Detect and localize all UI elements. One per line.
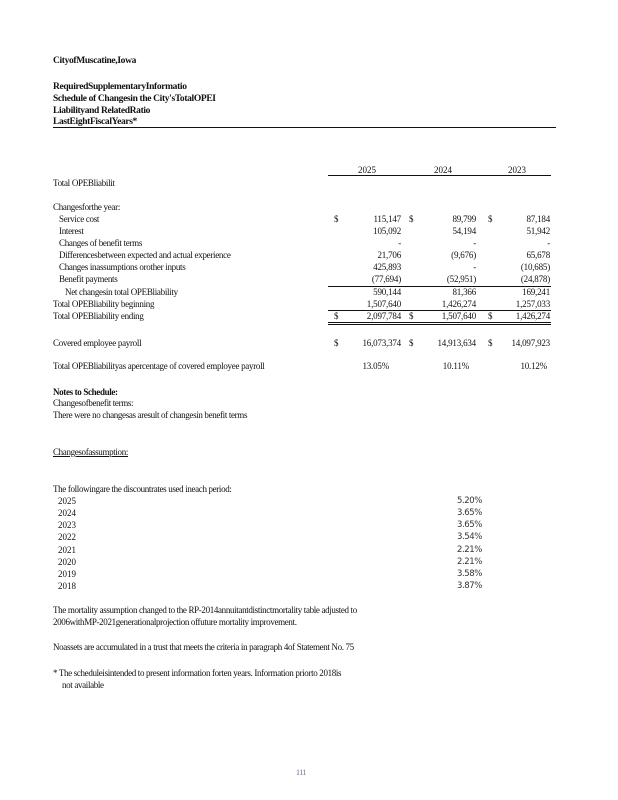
assumption-heading: Changesofassumption: [53, 447, 128, 457]
value-2025: 2,097,784 [366, 311, 401, 321]
currency-symbol: $ [409, 338, 414, 348]
double-total-rule [328, 322, 551, 325]
benefit-terms-heading: Changesofbenefit terms: [53, 398, 134, 408]
row-label: Covered employee payroll [53, 338, 142, 348]
value-2025: - [398, 238, 401, 248]
rate-value: 2.21% [456, 557, 482, 567]
value-2023: 51,942 [526, 226, 550, 236]
value-2024: 89,799 [452, 214, 476, 224]
row-label: Total OPEBliability ending [53, 311, 144, 321]
value-2024: 1,426,274 [441, 299, 476, 309]
value-2025: 105,092 [373, 226, 401, 236]
currency-symbol: $ [488, 338, 493, 348]
assets-text: Noassets are accumulated in a trust that meets the criteria in paragraph 4of Statement No. 75 [53, 642, 354, 652]
rate-value: 3.87% [456, 581, 482, 591]
value-2023: 1,426,274 [515, 311, 550, 321]
report-title-line4: LastEightFiscalYears* [53, 117, 137, 127]
rate-value: 2.21% [456, 545, 482, 555]
discount-rates-intro: The followingare the discountrates used ineach period: [53, 484, 232, 494]
row-label: Net changesin total OPEBliability [65, 287, 178, 297]
value-2024: - [473, 238, 476, 248]
rate-year: 2022 [58, 532, 76, 542]
value-2024: 54,194 [452, 226, 476, 236]
currency-symbol: $ [488, 214, 493, 224]
rate-value: 3.58% [456, 569, 482, 579]
section-title: Total OPEBliabilit [53, 178, 115, 188]
currency-symbol: $ [409, 214, 414, 224]
benefit-terms-text: There were no changesas aresult of changesin benefit terms [53, 410, 248, 420]
value-2023: 10.12% [520, 361, 547, 371]
currency-symbol: $ [409, 311, 414, 321]
mortality-text-line2: 2006withMP-2021generationalprojection offuture mortality improvement. [53, 617, 297, 627]
value-2025: 16,073,374 [362, 338, 401, 348]
currency-symbol: $ [334, 311, 339, 321]
value-2023: (24,878) [520, 274, 550, 284]
value-2024: - [473, 262, 476, 272]
footnote-line2: not available [62, 680, 104, 690]
value-2025: 21,706 [377, 250, 401, 260]
rate-year: 2018 [58, 581, 76, 591]
value-2025: 1,507,640 [366, 299, 401, 309]
value-2024: (52,951) [446, 274, 476, 284]
currency-symbol: $ [334, 214, 339, 224]
row-label: Total OPEBliability beginning [53, 299, 155, 309]
value-2025: 115,147 [373, 214, 401, 224]
value-2024: 1,507,640 [441, 311, 476, 321]
currency-symbol: $ [334, 338, 339, 348]
value-2023: 65,678 [526, 250, 550, 260]
value-2025: 590,144 [373, 287, 401, 297]
column-header-2023: 2023 [508, 165, 526, 175]
rate-value: 3.54% [456, 532, 482, 542]
row-label: Service cost [59, 214, 100, 224]
value-2023: - [547, 238, 550, 248]
value-2023: (10,685) [520, 262, 550, 272]
value-2023: 87,184 [526, 214, 550, 224]
rate-year: 2023 [58, 520, 76, 530]
notes-heading: Notes to Schedule: [53, 387, 118, 397]
row-label: Benefit payments [59, 274, 118, 284]
value-2024: 81,366 [452, 287, 476, 297]
value-2024: 14,913,634 [437, 338, 476, 348]
value-2024: 10.11% [442, 361, 469, 371]
report-title-line3: Liabilityand RelatedRatio [53, 106, 151, 116]
report-title-line1: RequiredSupplementaryInformatio [53, 82, 187, 92]
report-title-line2: Schedule of Changesin the City'sTotalOPEI [53, 94, 216, 104]
rate-value: 3.65% [456, 520, 482, 530]
rate-year: 2025 [58, 496, 76, 506]
mortality-text-line1: The mortality assumption changed to the RP-2014annuitantdistinctmortality table adjusted to [53, 605, 357, 615]
rate-year: 2024 [58, 508, 76, 518]
value-2024: (9,676) [451, 250, 476, 260]
row-label: Changes of benefit terms [59, 238, 143, 248]
row-label: Total OPEBliabilityas apercentage of covered employee payroll [53, 361, 265, 371]
footnote-line1: * The scheduleisintended to present information forten years. Information priorto 2018is [53, 668, 342, 678]
column-header-2024: 2024 [434, 165, 452, 175]
value-2023: 14,097,923 [511, 338, 550, 348]
rate-year: 2019 [58, 569, 76, 579]
page-number: 111 [296, 768, 306, 777]
value-2025: 425,893 [373, 262, 401, 272]
rate-year: 2021 [58, 545, 76, 555]
row-label: Differencesbetween expected and actual experience [59, 250, 231, 260]
entity-name: CityofMuscatine,Iowa [53, 56, 136, 66]
row-label: Interest [59, 226, 84, 236]
value-2025: 13.05% [362, 361, 389, 371]
column-header-rule [328, 175, 551, 176]
value-2025: (77,694) [371, 274, 401, 284]
currency-symbol: $ [488, 311, 493, 321]
changes-heading: Changesforthe year: [53, 202, 121, 212]
row-label: Changes inassumptions orother inputs [59, 262, 186, 272]
header-rule [53, 127, 556, 128]
value-2023: 1,257,033 [515, 299, 550, 309]
value-2023: 169,241 [522, 287, 550, 297]
rate-year: 2020 [58, 557, 76, 567]
rate-value: 5.20% [456, 496, 482, 506]
rate-value: 3.65% [456, 508, 482, 518]
column-header-2025: 2025 [358, 165, 376, 175]
